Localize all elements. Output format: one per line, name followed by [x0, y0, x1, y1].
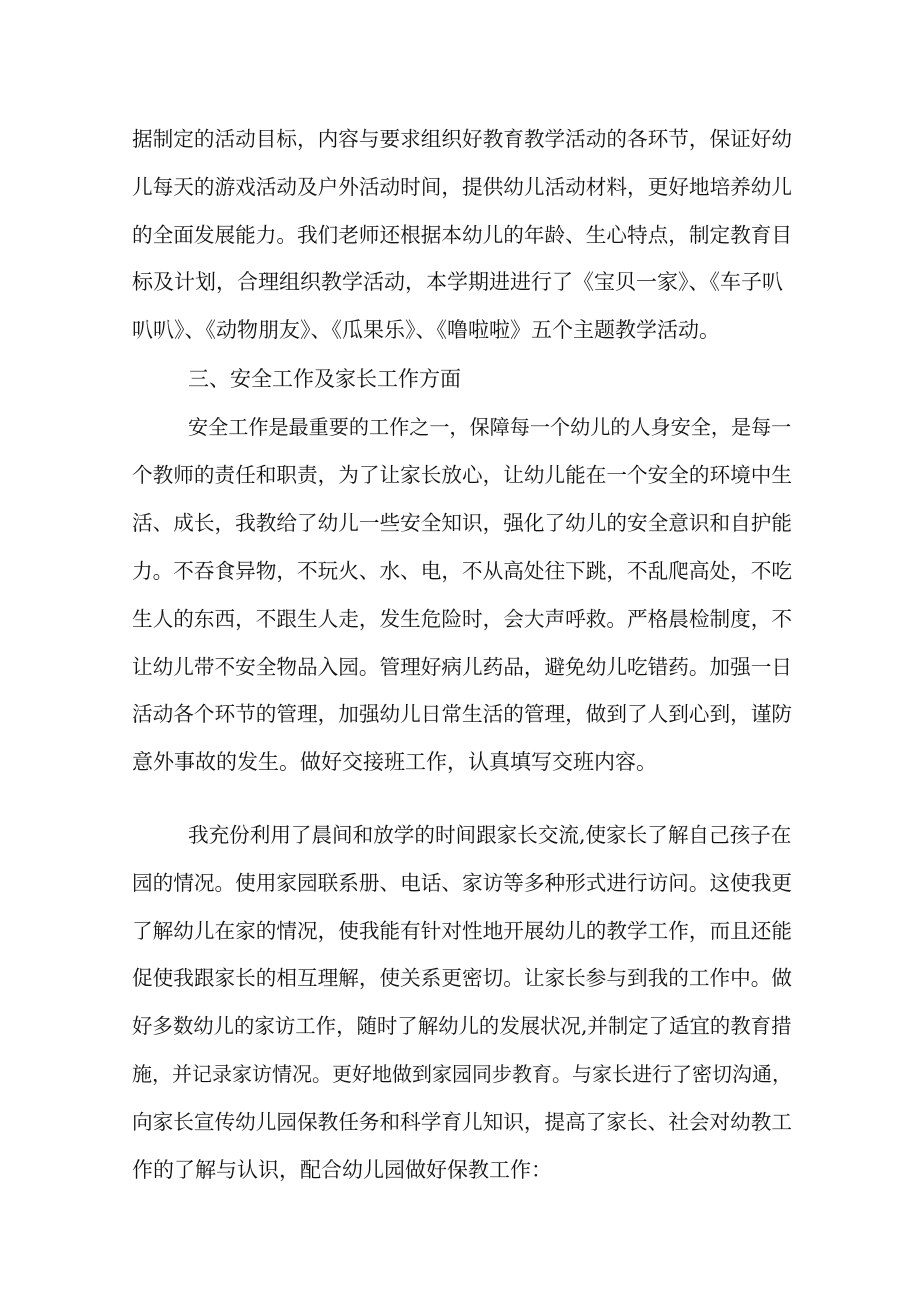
text-line-content: 园的情况。使用家园联系册、电话、家访等多种形式进行访问。这使我更 [132, 871, 793, 895]
text-line-content: 作的了解与认识，配合幼儿园做好保教工作： [132, 1158, 552, 1182]
text-line-content: 了解幼儿在家的情况，使我能有针对性地开展幼儿的教学工作，而且还能 [132, 919, 793, 943]
text-line-content: 安全工作是最重要的工作之一，保障每一个幼儿的人身安全，是每一 [188, 415, 792, 439]
text-line-content: 向家长宣传幼儿园保教任务和科学育儿知识，提高了家长、社会对幼教工 [132, 1110, 793, 1134]
text-line-content: 活、成长，我教给了幼儿一些安全知识，强化了幼儿的安全意识和自护能 [132, 511, 793, 535]
text-line-content: 我充份利用了晨间和放学的时间跟家长交流,使家长了解自己孩子在 [188, 823, 792, 847]
section-heading-text: 三、安全工作及家长工作方面 [188, 367, 461, 391]
text-line-content: 施，并记录家访情况。更好地做到家园同步教育。与家长进行了密切沟通， [132, 1062, 792, 1086]
text-line-content: 个教师的责任和职责，为了让家长放心，让幼儿能在一个安全的环境中生 [132, 463, 793, 487]
text-line-content: 生人的东西，不跟生人走，发生危险时，会大声呼救。严格晨检制度，不 [132, 607, 793, 631]
text-line-content: 力。不吞食异物，不玩火、水、电，不从高处往下跳，不乱爬高处，不吃 [132, 559, 793, 583]
text-line-content: 意外事故的发生。做好交接班工作，认真填写交班内容。 [132, 750, 657, 774]
text-line-content: 好多数幼儿的家访工作，随时了解幼儿的发展状况,并制定了适宜的教育措 [132, 1014, 792, 1038]
text-line-content: 儿每天的游戏活动及户外活动时间，提供幼儿活动材料，更好地培养幼儿 [132, 175, 793, 199]
text-line-content: 据制定的活动目标，内容与要求组织好教育教学活动的各环节，保证好幼 [132, 127, 793, 151]
text-line-content: 促使我跟家长的相互理解，使关系更密切。让家长参与到我的工作中。做 [132, 966, 793, 990]
text-line-content: 标及计划，合理组织教学活动，本学期进进行了《宝贝一家》、《车子叭 [132, 270, 783, 294]
text-line-content: 的全面发展能力。我们老师还根据本幼儿的年龄、生心特点，制定教育目 [132, 223, 793, 247]
text-line-content: 活动各个环节的管理，加强幼儿日常生活的管理，做到了人到心到，谨防 [132, 702, 793, 726]
text-line-content: 让幼儿带不安全物品入园。管理好病儿药品，避免幼儿吃错药。加强一日 [132, 655, 793, 679]
text-line-content: 叭叭》、《动物朋友》、《瓜果乐》、《噜啦啦》五个主题教学活动。 [132, 318, 720, 342]
